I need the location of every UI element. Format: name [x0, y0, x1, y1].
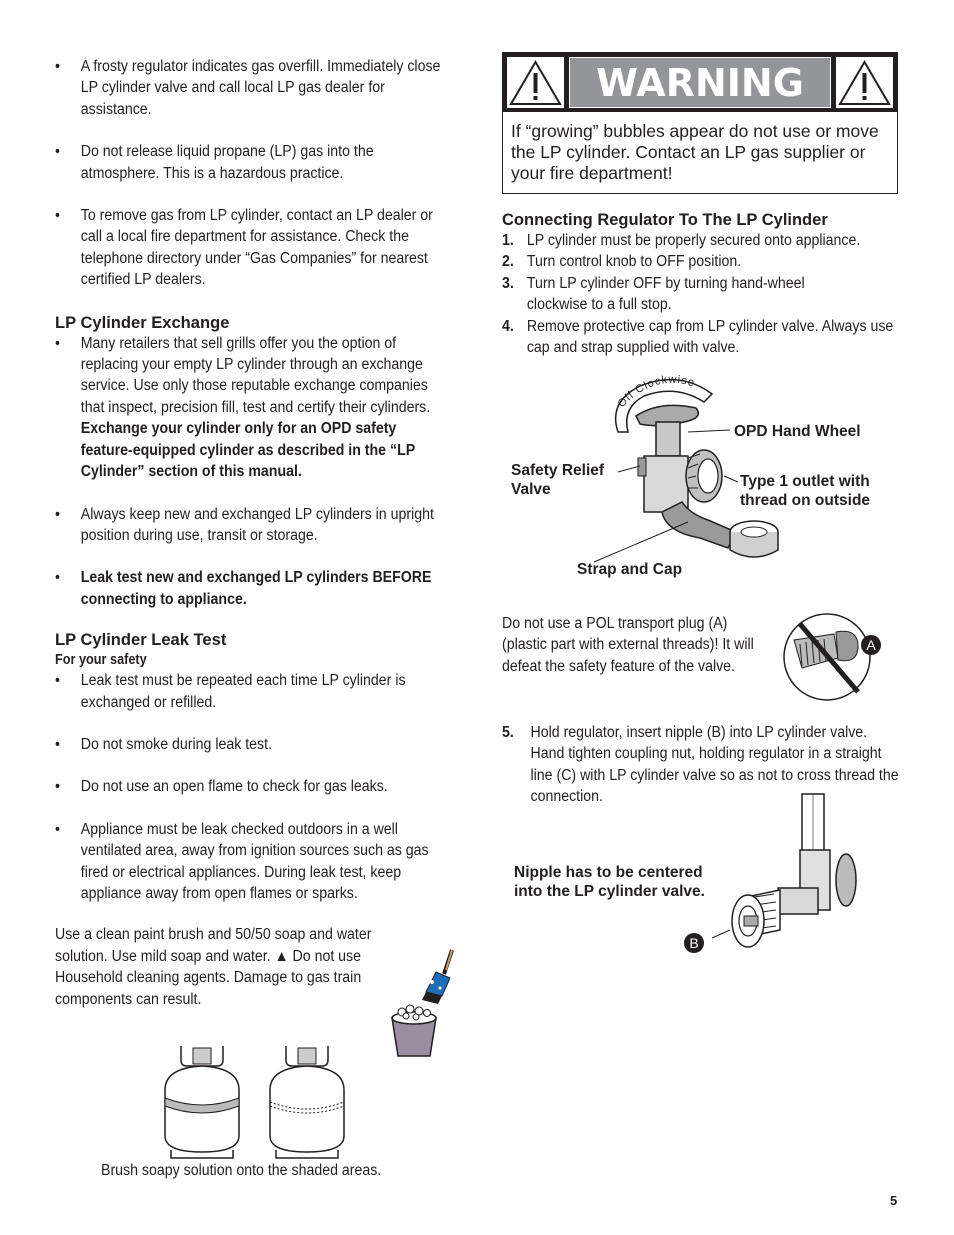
label-type1-outlet-1: Type 1 outlet with — [740, 473, 870, 490]
step-4: 4. Remove protective cap from LP cylinder valve. Always use cap and strap supplied with valve. — [502, 317, 894, 357]
label-nipple-2: into the LP cylinder valve. — [514, 883, 705, 900]
heading-lp-cylinder-exchange: LP Cylinder Exchange — [55, 313, 230, 332]
regulator-connection-diagram — [682, 790, 852, 970]
step-2: 2. Turn control knob to OFF position. — [502, 253, 742, 271]
bullet-no-open-flame: • Do not use an open flame to check for gas leaks. — [55, 778, 388, 796]
heading-connecting-regulator: Connecting Regulator To The LP Cylinder — [502, 211, 828, 229]
off-clockwise-label: Off Clockwise — [615, 373, 697, 410]
bullet-repeat-leak-test: • Leak test must be repeated each time LP cylinder is exchanged or refilled. — [55, 672, 406, 711]
brush-caption: Brush soapy solution onto the shaded areas. — [101, 1162, 382, 1179]
label-opd-hand-wheel: OPD Hand Wheel — [734, 423, 861, 440]
paint-brush-icon — [418, 948, 458, 1008]
soap-bucket-icon — [388, 1002, 440, 1060]
bullet-outdoors: • Appliance must be leak checked outdoors in a well ventilated area, away from ignition sources such as gas fired or electrical appliances. During leak test, keep appliance away from open flames or sparks. — [55, 820, 429, 902]
label-nipple-1: Nipple has to be centered — [514, 864, 703, 881]
bullet-no-smoking: • Do not smoke during leak test. — [55, 735, 273, 753]
left-column — [55, 56, 450, 1010]
connect-section — [502, 210, 902, 358]
connect-steps — [502, 230, 899, 358]
warning-text: If “growing” bubbles appear do not use or move the LP cylinder. Contact an LP gas supplier or your fire department! — [511, 121, 879, 183]
warning-triangle-left-icon — [507, 57, 564, 108]
bullet-do-not-release: • Do not release liquid propane (LP) gas into the atmosphere. This is a hazardous practice. — [55, 143, 374, 182]
nipple-marker-b: B — [689, 935, 699, 951]
pol-marker-a: A — [866, 637, 876, 653]
bullet-leak-test-before: • Leak test new and exchanged LP cylinders BEFORE connecting to appliance. — [55, 569, 432, 608]
subheading-for-your-safety: For your safety — [55, 651, 147, 669]
warning-title: WARNING — [569, 57, 831, 108]
label-safety-relief-2: Valve — [511, 481, 551, 498]
lp-cylinder-illustration-1 — [157, 1040, 247, 1160]
page-number: 5 — [890, 1193, 898, 1208]
step-3: 3. Turn LP cylinder OFF by turning hand-wheel clockwise to a full stop. — [502, 274, 805, 314]
warning-header — [503, 53, 897, 112]
left-body — [55, 56, 451, 1010]
warning-box — [502, 52, 898, 194]
lp-cylinder-illustration-2 — [262, 1040, 352, 1160]
warning-triangle-right-icon — [836, 57, 893, 108]
bullet-frosty-regulator: • A frosty regulator indicates gas overfill. Immediately close LP cylinder valve and call local LP gas dealer for assistance. — [55, 58, 441, 118]
label-type1-outlet-2: thread on outside — [740, 492, 871, 509]
label-safety-relief-1: Safety Relief — [511, 462, 605, 479]
step-1: 1. LP cylinder must be properly secured onto appliance. — [502, 232, 861, 249]
pol-warning-text: Do not use a POL transport plug (A) (plastic part with external threads)! It will defeat the safety feature of the valve. — [502, 615, 754, 675]
bullet-remove-gas: • To remove gas from LP cylinder, contact an LP dealer or call a local fire department for assistance. Check the telephone directory under “Gas Companies” for nearest certified LP dealers. — [55, 207, 433, 289]
bullet-upright-position: • Always keep new and exchanged LP cylinders in upright position during use, transit or storage. — [55, 505, 434, 544]
heading-lp-cylinder-leak-test: LP Cylinder Leak Test — [55, 631, 227, 650]
paragraph-brush-instructions: Use a clean paint brush and 50/50 soap and water solution. Use mild soap and water. ▲ Do not use Household cleaning agents. Damage to gas train components can result. — [55, 926, 372, 1008]
pol-plug-prohibited-icon — [780, 610, 890, 706]
bullet-exchange-service: • Many retailers that sell grills offer you the option of replacing your empty LP cylinder through an exchange service. Use only those reputable exchange companies that inspect, precision fill, test and certify their cylinders. Exchange your cylinder only for an OPD safety feature-equipped cylinder as described in the “LP Cylinder” section of this manual. — [55, 334, 431, 481]
step-5-row: 5. Hold regulator, insert nipple (B) into LP cylinder valve. Hand tighten coupling nut, holding regulator in a straight line (C) with LP cylinder valve so as not to cross thread the connection. — [502, 724, 899, 806]
label-strap-and-cap: Strap and Cap — [577, 561, 683, 578]
